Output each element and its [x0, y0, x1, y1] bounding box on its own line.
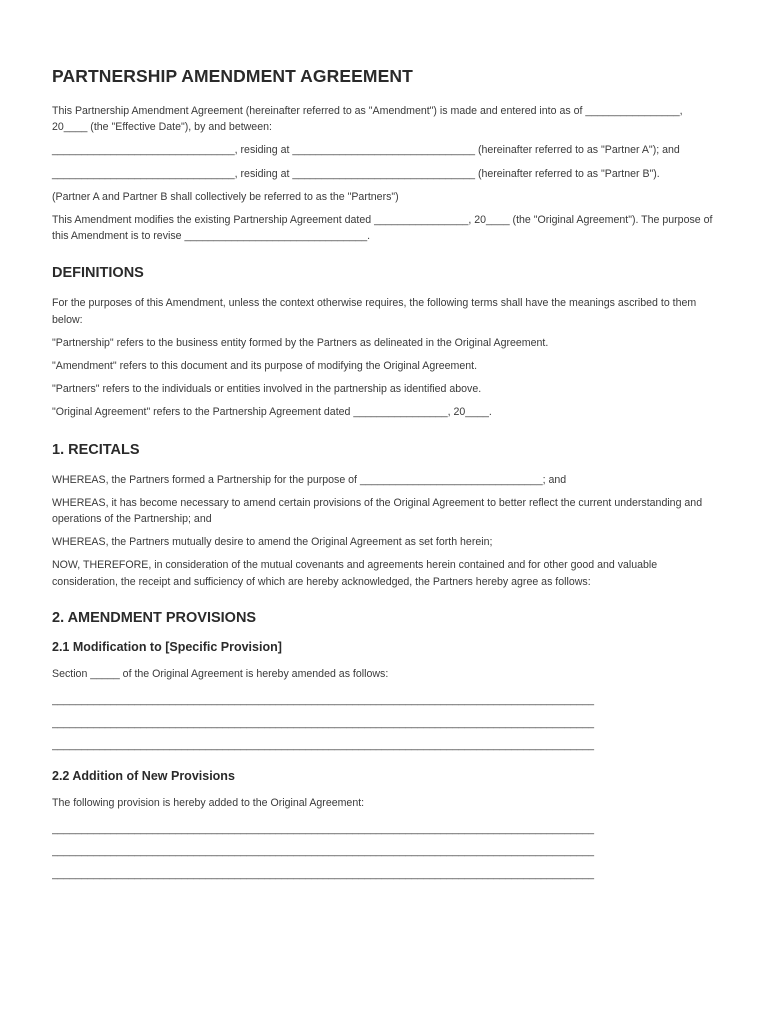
definition-item: "Amendment" refers to this document and its purpose of modifying the Original Agreement. — [52, 360, 478, 373]
recitals-heading: 1. RECITALS — [52, 441, 140, 458]
recital-paragraph: WHEREAS, the Partners mutually desire to amend the Original Agreement as set forth herein; — [52, 536, 493, 549]
amendment-heading: 2. AMENDMENT PROVISIONS — [52, 609, 257, 626]
definitions-intro: For the purposes of this Amendment, unless the context otherwise requires, the following terms shall have the meanings ascribed to them below: — [52, 297, 697, 326]
partner-a-paragraph: _______________________________, residing at _______________________________ (hereinafter referred to as "Partner A"); and — [52, 144, 680, 157]
subsection-modification — [52, 640, 720, 757]
blank-line: ____________________________________________________________________________________________ — [52, 739, 595, 752]
collective-paragraph: (Partner A and Partner B shall collectively be referred to as the "Partners") — [52, 190, 399, 203]
definition-item: "Partnership" refers to the business entity formed by the Partners as delineated in the Original Agreement. — [52, 336, 549, 349]
blank-line: ____________________________________________________________________________________________ — [52, 845, 595, 858]
intro-paragraph: This Partnership Amendment Agreement (hereinafter referred to as "Amendment") is made and entered into as of ________________, 20____ (the "Effective Date"), by and between: — [52, 105, 683, 134]
subsection-addition — [52, 769, 720, 886]
subsection-text: Section _____ of the Original Agreement is hereby amended as follows: — [52, 667, 389, 680]
recitals-section — [52, 442, 720, 590]
definitions-section — [52, 265, 720, 420]
amendment-section — [52, 610, 720, 885]
recital-paragraph: WHEREAS, it has become necessary to amend certain provisions of the Original Agreement to better reflect the current understanding and operations of the Partnership; and — [52, 496, 703, 526]
document-page — [52, 66, 720, 885]
subsection-heading: 2.1 Modification to [Specific Provision] — [52, 639, 282, 654]
blank-lines — [52, 818, 720, 886]
blank-line: ____________________________________________________________________________________________ — [52, 694, 595, 707]
partner-b-paragraph: _______________________________, residing at _______________________________ (hereinafter referred to as "Partner B"). — [52, 167, 660, 180]
blank-line: ____________________________________________________________________________________________ — [52, 716, 595, 729]
definitions-heading: DEFINITIONS — [52, 265, 144, 282]
definition-item: "Original Agreement" refers to the Partnership Agreement dated ________________, 20____. — [52, 406, 492, 419]
modifies-paragraph: This Amendment modifies the existing Partnership Agreement dated ________________, 20____ (the "Original Agreement"). The purpose of this Amendment is to revise _______________________________. — [52, 214, 713, 243]
document-title: PARTNERSHIP AMENDMENT AGREEMENT — [52, 66, 413, 86]
recital-paragraph: WHEREAS, the Partners formed a Partnership for the purpose of _______________________________; and — [52, 473, 567, 486]
subsection-text: The following provision is hereby added to the Original Agreement: — [52, 796, 365, 809]
definition-item: "Partners" refers to the individuals or entities involved in the partnership as identified above. — [52, 383, 482, 396]
subsection-heading: 2.2 Addition of New Provisions — [52, 768, 235, 783]
blank-line: ____________________________________________________________________________________________ — [52, 822, 595, 835]
recital-paragraph: NOW, THEREFORE, in consideration of the mutual covenants and agreements herein contained and for other good and valuable consideration, the receipt and sufficiency of which are hereby acknowledged, the Partners hereby agree as follows: — [52, 559, 658, 588]
blank-line: ____________________________________________________________________________________________ — [52, 867, 595, 880]
blank-lines — [52, 689, 720, 757]
